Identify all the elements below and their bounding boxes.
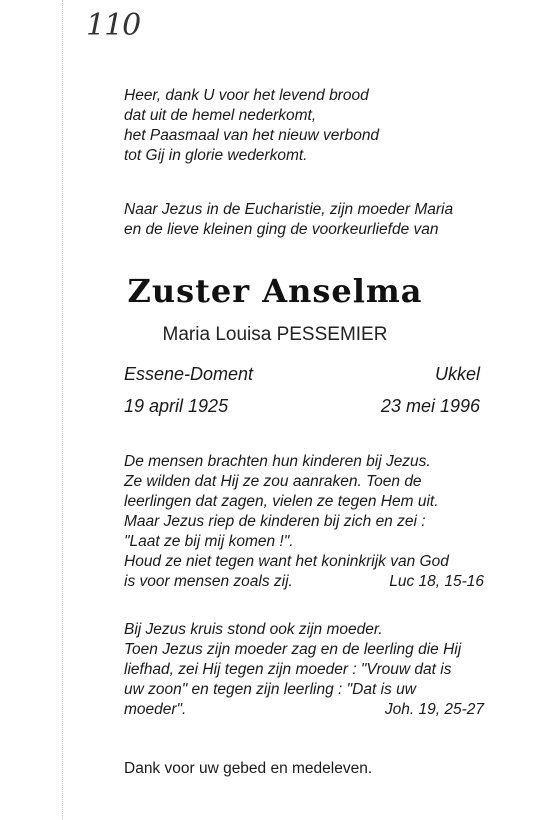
gospel-line: leerlingen dat zagen, vielen ze tegen Hem uit.: [124, 493, 439, 510]
gospel-final-line: [124, 572, 484, 592]
gospel-line: Houd ze niet tegen want het koninkrijk van God: [124, 553, 449, 570]
gospel-final-line: [124, 700, 484, 720]
page-edge-line: [62, 0, 63, 820]
gospel-line: uw zoon" en tegen zijn leerling : "Dat is uw: [124, 681, 416, 698]
dates-row: [124, 396, 480, 417]
prayer-line: Heer, dank U voor het levend brood: [124, 87, 369, 104]
places-row: [124, 364, 480, 385]
gospel-line: liefhad, zei Hij tegen zijn moeder : "Vrouw dat is: [124, 661, 452, 678]
scripture-reference: Joh. 19, 25-27: [384, 701, 484, 718]
intro-line: en de lieve kleinen ging de voorkeurliefde van: [124, 221, 439, 238]
intro-line: Naar Jezus in de Eucharistie, zijn moeder Maria: [124, 201, 454, 218]
birth-date: 19 april 1925: [124, 396, 229, 416]
gospel-line: Bij Jezus kruis stond ook zijn moeder.: [124, 621, 383, 638]
deceased-full-name: Maria Louisa PESSEMIER: [162, 324, 388, 345]
handwritten-number: 110: [86, 8, 141, 43]
death-date: 23 mei 1996: [380, 396, 480, 416]
death-place: Ukkel: [434, 364, 480, 384]
gospel-passage-luke: [124, 452, 484, 592]
gospel-line: moeder".: [124, 701, 187, 718]
gospel-passage-john: [124, 620, 484, 720]
prayer-verse: [124, 86, 379, 166]
birth-place: Essene-Doment: [124, 364, 254, 384]
scripture-reference: Luc 18, 15-16: [389, 573, 484, 590]
prayer-line: tot Gij in glorie wederkomt.: [124, 147, 308, 164]
gospel-line: Toen Jezus zijn moeder zag en de leerling die Hij: [124, 641, 462, 658]
gospel-line: De mensen brachten hun kinderen bij Jezus.: [124, 453, 431, 470]
prayer-line: dat uit de hemel nederkomt,: [124, 107, 317, 124]
gospel-line: Maar Jezus riep de kinderen bij zich en zei :: [124, 513, 426, 530]
gospel-line: is voor mensen zoals zij.: [124, 573, 293, 590]
intro-text: [124, 200, 453, 240]
thanks-text: Dank voor uw gebed en medeleven.: [124, 760, 373, 777]
deceased-religious-name: Zuster Anselma: [127, 272, 423, 310]
gospel-line: Ze wilden dat Hij ze zou aanraken. Toen de: [124, 473, 422, 490]
prayer-line: het Paasmaal van het nieuw verbond: [124, 127, 380, 144]
gospel-line: "Laat ze bij mij komen !".: [124, 533, 294, 550]
